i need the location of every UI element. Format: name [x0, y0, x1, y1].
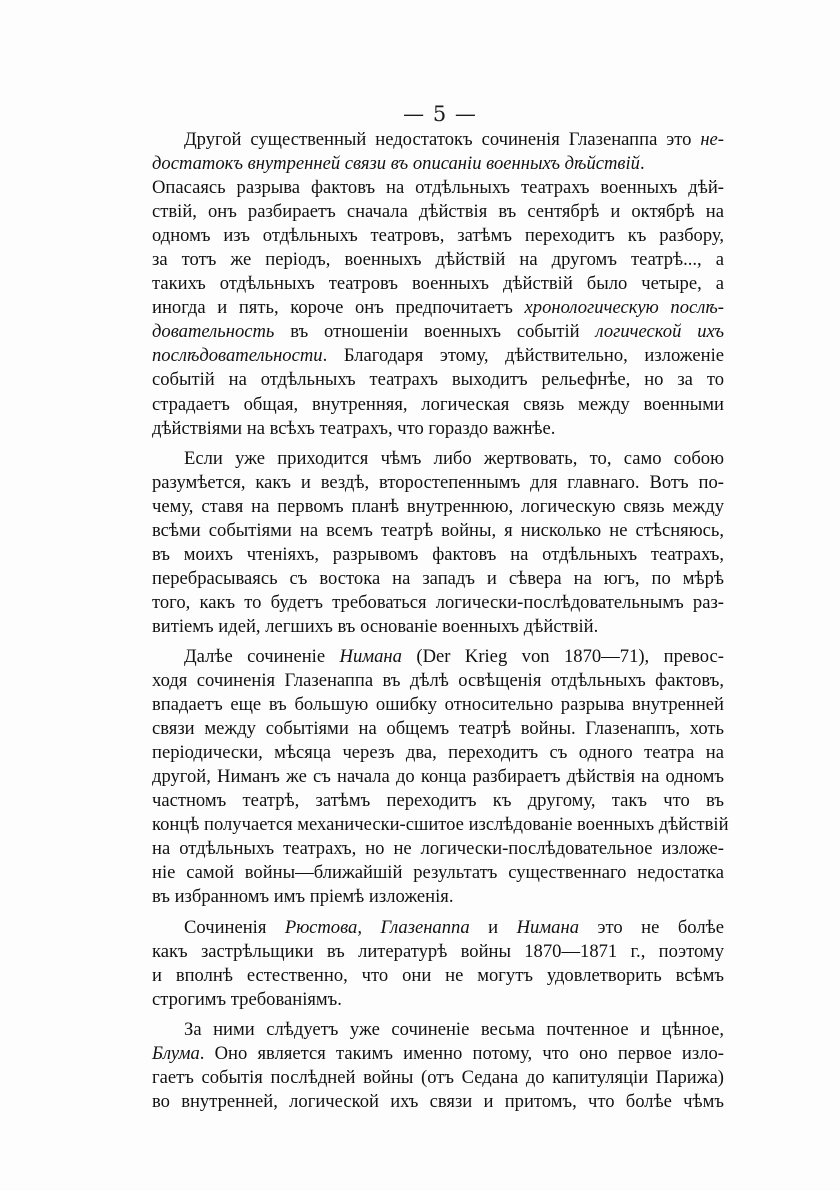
text-line: [152, 693, 724, 717]
text-line: [152, 789, 724, 813]
italic-text: довательность: [152, 321, 275, 343]
italic-text: Нимана: [516, 916, 579, 938]
italic-text: хронологическую послѣ-: [524, 297, 724, 319]
text-run: Сочиненія: [184, 916, 285, 938]
text-line: [152, 417, 724, 441]
text-line: [152, 543, 724, 567]
text-line: [152, 393, 724, 417]
text-run: во внутренней, логической ихъ связи и притомъ, что болѣе чѣмъ: [152, 1090, 724, 1112]
text-run: витіемъ идей, легшихъ въ основаніе военныхъ дѣйствій.: [152, 615, 599, 637]
italic-text: достатокъ внутренней связи въ описаніи военныхъ дѣйствій: [152, 153, 640, 175]
text-run: всѣми событіями на всемъ театрѣ войны, я нисколько не стѣсняюсь,: [152, 519, 724, 541]
text-run: (Der Krieg von 1870—71), превос-: [401, 645, 725, 667]
text-line: [152, 837, 724, 861]
text-run: связи между событіями на общемъ театрѣ войны. Глазенаппъ, хоть: [152, 718, 724, 740]
text-run: чему, ставя на первомъ планѣ внутреннюю, логическую связь между: [152, 495, 724, 517]
text-line: [152, 861, 724, 885]
text-run: . Оно является такимъ именно потому, что оно первое изло-: [199, 1042, 724, 1064]
text-line: [152, 741, 724, 765]
text-line: [152, 272, 724, 296]
text-run: Другой существенный недостатокъ сочиненія Глазенаппа это: [184, 129, 701, 150]
text-line: [152, 765, 724, 789]
text-line: [152, 1090, 724, 1114]
text-line: [152, 940, 724, 964]
text-run: иногда и пять, короче онъ предпочитаетъ: [152, 297, 525, 319]
text-line: [152, 152, 724, 176]
text-run: на отдѣльныхъ театрахъ, но не логически-послѣдовательное изложе-: [152, 838, 724, 860]
text-run: страдаетъ общая, внутренняя, логическая связь между военными: [152, 393, 724, 415]
text-run: въ моихъ чтеніяхъ, разрывомъ фактовъ на отдѣльныхъ театрахъ,: [152, 543, 724, 565]
text-line: [152, 645, 724, 669]
text-run: за тотъ же періодъ, военныхъ дѣйствій на другомъ театрѣ..., а: [152, 249, 724, 271]
text-line: [152, 567, 724, 591]
text-run: перебрасываясь съ востока на западъ и сѣвера на югъ, по мѣрѣ: [152, 567, 724, 589]
text-run: . Благодаря этому, дѣйствительно, изложеніе: [322, 345, 724, 367]
text-run: впадаетъ еще въ большую ошибку относительно разрыва внутренней: [152, 694, 724, 716]
text-line: [152, 176, 724, 200]
text-run: .: [639, 153, 645, 175]
text-line: [152, 368, 724, 392]
text-line: [152, 916, 724, 940]
text-run: разумѣется, какъ и вездѣ, второстепеннымъ для главнаго. Вотъ по-: [152, 471, 724, 493]
italic-text: логической ихъ: [595, 321, 724, 343]
text-run: концѣ получается механически-сшитое изслѣдованіе военныхъ дѣйствій: [152, 814, 729, 836]
text-line: [152, 885, 724, 909]
text-line: [152, 519, 724, 543]
text-line: [152, 1018, 724, 1042]
italic-text: Нимана: [339, 645, 402, 667]
text-line: [152, 447, 724, 471]
text-line: [152, 224, 724, 248]
text-run: это не болѣе: [579, 916, 724, 938]
text-line: [152, 591, 724, 615]
italic-text: Рюстова, Глазенаппа: [284, 916, 470, 938]
text-line: [152, 615, 724, 639]
body-text: [152, 128, 729, 1114]
text-line: [152, 813, 729, 837]
text-line: [152, 988, 724, 1012]
text-run: одномъ изъ отдѣльныхъ театровъ, затѣмъ переходитъ къ разбору,: [152, 225, 724, 247]
text-run: ніе самой войны—ближайшій результатъ существеннаго недостатка: [152, 862, 724, 884]
text-line: [152, 344, 724, 368]
text-line: [152, 248, 724, 272]
text-run: частномъ театрѣ, затѣмъ переходитъ къ другому, такъ что въ: [152, 790, 724, 812]
text-run: За ними слѣдуетъ уже сочиненіе весьма почтенное и цѣнное,: [184, 1018, 724, 1040]
text-run: въ избранномъ имъ пріемѣ изложенія.: [152, 886, 454, 908]
italic-text: Блума: [152, 1042, 200, 1064]
page-number: — 5 —: [403, 102, 477, 126]
text-line: [152, 1042, 724, 1066]
text-run: другой, Ниманъ же съ начала до конца разбираетъ дѣйствія на одномъ: [152, 766, 724, 788]
text-run: строгимъ требованіямъ.: [152, 988, 342, 1010]
text-run: какъ застрѣльщики въ литературѣ войны 1870—1871 г., поэтому: [152, 940, 724, 962]
italic-text: не-: [700, 129, 724, 150]
text-run: такихъ отдѣльныхъ театровъ военныхъ дѣйствій было четыре, а: [152, 273, 724, 295]
text-line: [152, 717, 724, 741]
text-line: [152, 296, 724, 320]
text-run: и вполнѣ естественно, что они не могутъ удовлетворить всѣмъ: [152, 964, 724, 986]
text-run: въ отношеніи военныхъ событій: [274, 321, 596, 343]
text-line: [152, 964, 724, 988]
text-line: [152, 495, 724, 519]
text-line: [152, 1066, 724, 1090]
text-run: и: [469, 916, 517, 938]
text-run: дѣйствіями на всѣхъ театрахъ, что гораздо важнѣе.: [152, 417, 556, 439]
text-run: періодически, мѣсяца черезъ два, переходитъ съ одного театра на: [152, 742, 724, 764]
italic-text: послѣдовательности: [152, 345, 323, 367]
text-run: ходя сочиненія Глазенаппа въ дѣлѣ освѣщенія отдѣльныхъ фактовъ,: [152, 670, 724, 692]
text-line: [152, 128, 724, 152]
text-run: ствій, онъ разбираетъ сначала дѣйствія въ сентябрѣ и октябрѣ на: [152, 201, 724, 223]
text-run: Опасаясь разрыва фактовъ на отдѣльныхъ театрахъ военныхъ дѣй-: [152, 177, 724, 199]
text-run: Далѣе сочиненіе: [184, 645, 340, 667]
text-run: событій на отдѣльныхъ театрахъ выходитъ рельефнѣе, но за то: [152, 369, 724, 391]
text-line: [152, 471, 724, 495]
text-run: того, какъ то будетъ требоваться логически-послѣдовательнымъ раз-: [152, 591, 724, 613]
text-run: гаетъ событія послѣдней войны (отъ Седана до капитуляціи Парижа): [152, 1066, 724, 1088]
text-line: [152, 320, 724, 344]
text-line: [152, 669, 724, 693]
text-run: Если уже приходится чѣмъ либо жертвовать, то, само собою: [184, 447, 724, 469]
text-line: [152, 200, 724, 224]
